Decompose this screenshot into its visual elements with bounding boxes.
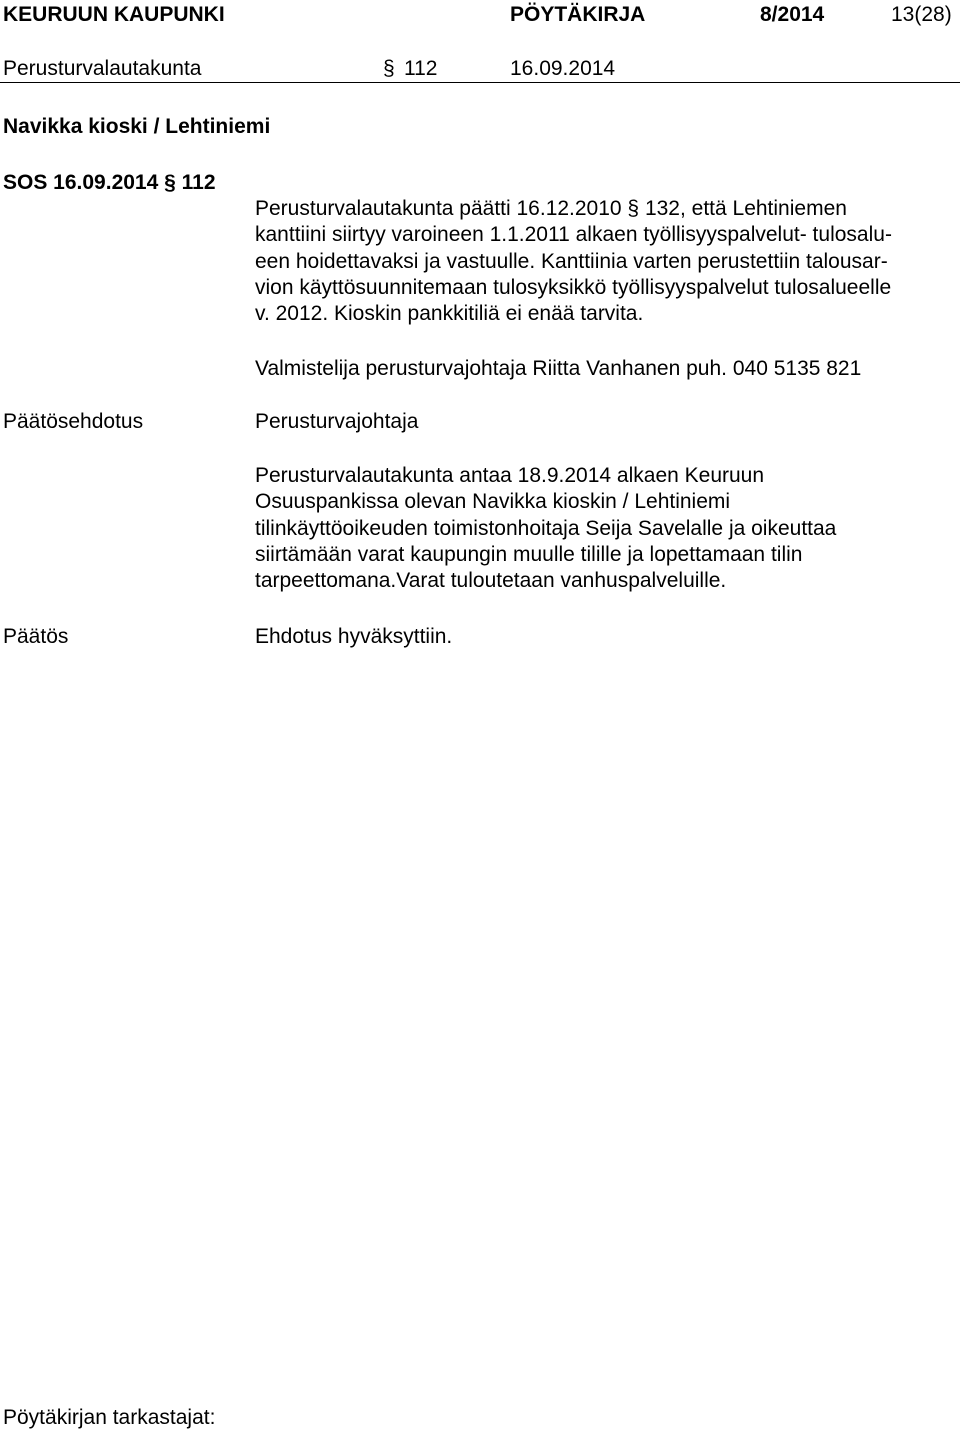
proposal-line: siirtämään varat kaupungin muulle tilille ja lopettamaan tilin bbox=[255, 542, 803, 566]
item-title: Navikka kioski / Lehtiniemi bbox=[3, 115, 271, 138]
organization-name: KEURUUN KAUPUNKI bbox=[3, 3, 225, 26]
proposal-line: Osuuspankissa olevan Navikka kioskin / Lehtiniemi bbox=[255, 490, 731, 514]
background-paragraph bbox=[255, 196, 960, 327]
decision-label: Päätös bbox=[3, 625, 69, 648]
proposal-line: tarpeettomana.Varat tuloutetaan vanhuspalveluille. bbox=[255, 569, 727, 593]
preparer-info: Valmistelija perusturvajohtaja Riitta Vanhanen puh. 040 5135 821 bbox=[255, 357, 862, 380]
background-line: een hoidettavaksi ja vastuulle. Kanttiinia varten perustettiin talousar- bbox=[255, 249, 888, 273]
background-line: vion käyttösuunnitemaan tulosyksikkö työllisyyspalvelut tulosalueelle bbox=[255, 275, 892, 299]
decision-text: Ehdotus hyväksyttiin. bbox=[255, 625, 453, 648]
proposal-author: Perusturvajohtaja bbox=[255, 410, 419, 433]
proposal-label: Päätösehdotus bbox=[3, 410, 144, 433]
proposal-paragraph bbox=[255, 463, 960, 594]
proposal-line: Perusturvalautakunta antaa 18.9.2014 alkaen Keuruun bbox=[255, 464, 765, 487]
proposal-line: tilinkäyttöoikeuden toimistonhoitaja Seija Savelalle ja oikeuttaa bbox=[255, 516, 837, 540]
section-symbol: § bbox=[383, 57, 395, 80]
committee-name: Perusturvalautakunta bbox=[3, 57, 202, 80]
header-divider bbox=[0, 82, 960, 83]
document-number: 8/2014 bbox=[760, 3, 825, 26]
minutes-checkers-label: Pöytäkirjan tarkastajat: bbox=[3, 1406, 216, 1429]
document-type: PÖYTÄKIRJA bbox=[510, 3, 646, 26]
background-line: Perusturvalautakunta päätti 16.12.2010 § 132, että Lehtiniemen bbox=[255, 197, 847, 220]
section-number: 112 bbox=[404, 57, 438, 80]
background-line: v. 2012. Kioskin pankkitiliä ei enää tarvita. bbox=[255, 302, 644, 326]
background-line: kanttiini siirtyy varoineen 1.1.2011 alkaen työllisyyspalvelut- tulosalu- bbox=[255, 223, 892, 247]
page-number: 13(28) bbox=[891, 3, 952, 26]
item-reference: SOS 16.09.2014 § 112 bbox=[3, 171, 216, 194]
meeting-date: 16.09.2014 bbox=[510, 57, 616, 80]
